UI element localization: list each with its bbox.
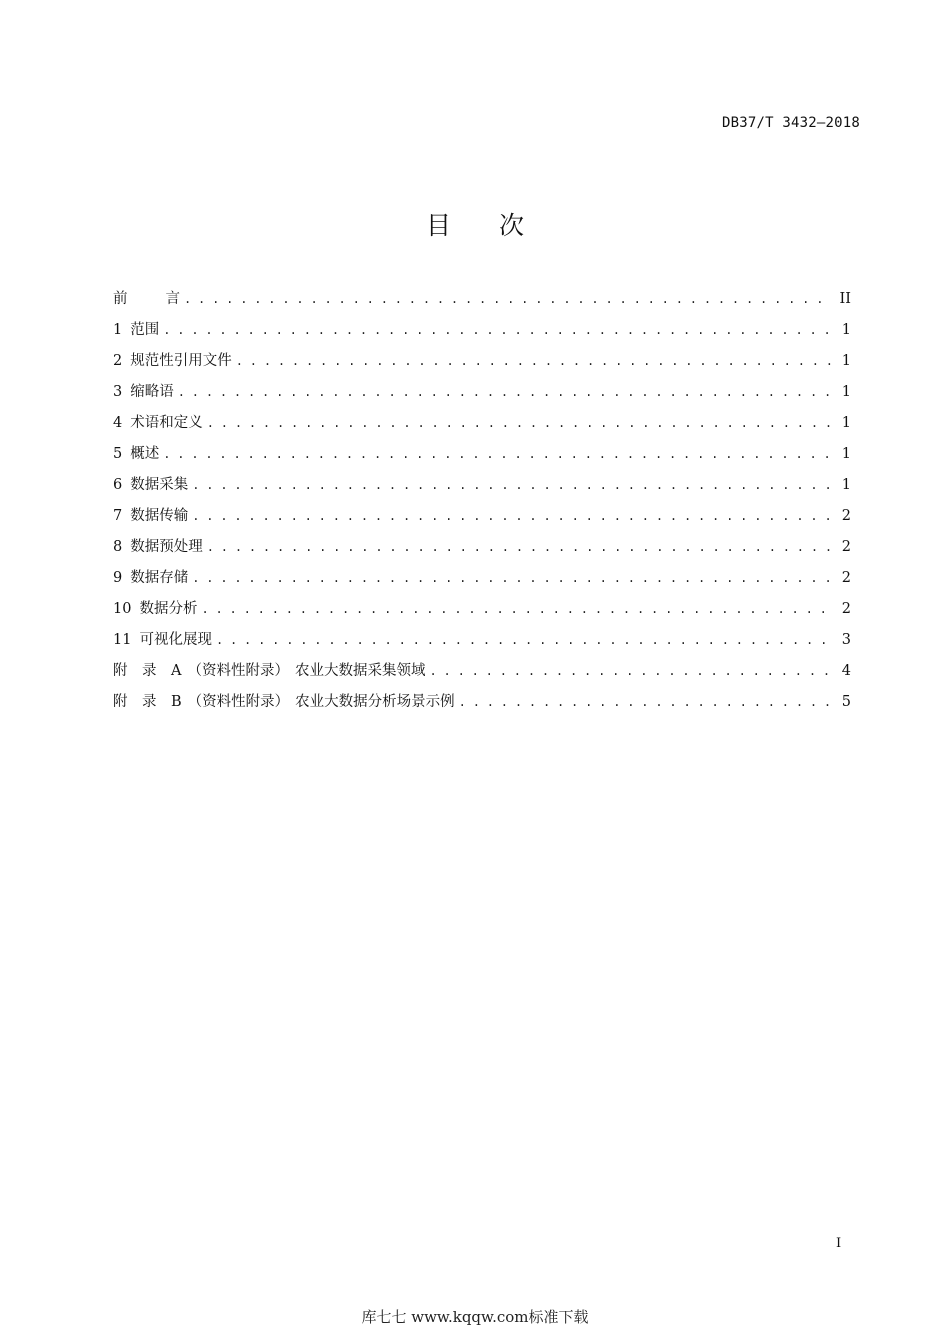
toc-page-number: 3 [841, 632, 851, 648]
toc-page-number: 1 [841, 415, 851, 431]
toc-leader-dots [192, 501, 833, 532]
toc-page-number: 1 [841, 477, 851, 493]
toc-entry-title: 数据分析 [139, 601, 198, 617]
toc-section-number: 10 [113, 601, 132, 617]
toc-section-number: 8 [113, 539, 123, 555]
page-number: I [836, 1236, 842, 1251]
toc-section-number: 2 [113, 353, 123, 369]
toc-entry-title: 农业大数据分析场景示例 [295, 694, 455, 710]
toc-entry[interactable] [113, 439, 851, 470]
toc-page-number: 1 [841, 446, 851, 462]
appendix-note: （资料性附录） [187, 694, 290, 710]
toc-leader-dots [163, 315, 833, 346]
toc-entry[interactable] [113, 346, 851, 377]
toc-leader-dots [178, 377, 833, 408]
toc-entry[interactable] [113, 315, 851, 346]
toc-entry-title: 数据采集 [130, 477, 189, 493]
toc-page-number: II [839, 291, 851, 307]
toc-leader-dots [236, 346, 833, 377]
toc-leader-dots [201, 594, 833, 625]
toc-leader-dots [192, 563, 833, 594]
toc-entry-preface[interactable] [113, 284, 851, 315]
toc-page-number: 1 [841, 322, 851, 338]
toc-section-number: 3 [113, 384, 123, 400]
toc-entry[interactable] [113, 563, 851, 594]
toc-entry-title: 缩略语 [130, 384, 174, 400]
toc-entry-title: 范围 [130, 322, 160, 338]
toc-entry[interactable] [113, 594, 851, 625]
toc-section-number: 4 [113, 415, 123, 431]
toc-leader-dots [207, 408, 833, 439]
toc-entry-title: 规范性引用文件 [130, 353, 232, 369]
toc-leader-dots [207, 532, 833, 563]
appendix-note: （资料性附录） [187, 663, 289, 679]
toc-page-number: 2 [841, 601, 851, 617]
toc-page-number: 1 [841, 384, 851, 400]
toc-leader-dots [459, 687, 833, 718]
toc-leader-dots [184, 284, 833, 315]
toc-entry-title: 术语和定义 [130, 415, 203, 431]
toc-entry-appendix-b[interactable] [113, 687, 851, 718]
toc-leader-dots [163, 439, 833, 470]
toc-page-number: 1 [841, 353, 851, 369]
toc-entry-title [113, 284, 180, 315]
toc-page-number: 4 [841, 663, 851, 679]
toc-entry[interactable] [113, 377, 851, 408]
toc-entry[interactable] [113, 501, 851, 532]
standard-code: DB37/T 3432—2018 [721, 115, 860, 131]
toc-entry-title: 数据传输 [130, 508, 189, 524]
appendix-label: 附 录 B [113, 694, 182, 710]
toc-entry-title: 数据预处理 [130, 539, 203, 555]
toc-entry-title: 数据存储 [130, 570, 189, 586]
toc-page-number: 2 [841, 508, 851, 524]
toc-entry[interactable] [113, 408, 851, 439]
toc-section-number: 7 [113, 508, 123, 524]
toc-preface-char-2: 言 [165, 291, 180, 307]
toc-page-number: 2 [841, 539, 851, 555]
toc-section-number: 9 [113, 570, 123, 586]
toc-preface-char-1: 前 [113, 291, 128, 307]
toc-leader-dots [192, 470, 833, 501]
toc-section-number: 11 [113, 632, 132, 648]
toc-entry-title: 农业大数据采集领域 [294, 663, 426, 679]
toc-page-number: 5 [841, 694, 851, 710]
page-title: 目次 [425, 211, 572, 240]
toc-entry[interactable] [113, 470, 851, 501]
toc-entry[interactable] [113, 532, 851, 563]
appendix-label: 附 录 A [113, 663, 182, 679]
toc-leader-dots [216, 625, 833, 656]
toc-section-number: 1 [113, 322, 123, 338]
toc-section-number: 5 [113, 446, 123, 462]
toc-entry-title: 可视化展现 [139, 632, 212, 648]
toc-entry-appendix-a[interactable] [113, 656, 851, 687]
footer-watermark: 库七七 www.kqqw.com标准下载 [361, 1308, 589, 1326]
table-of-contents [113, 284, 851, 718]
toc-entry-title: 概述 [130, 446, 160, 462]
toc-entry[interactable] [113, 625, 851, 656]
toc-page-number: 2 [841, 570, 851, 586]
toc-section-number: 6 [113, 477, 123, 493]
toc-leader-dots [429, 656, 833, 687]
